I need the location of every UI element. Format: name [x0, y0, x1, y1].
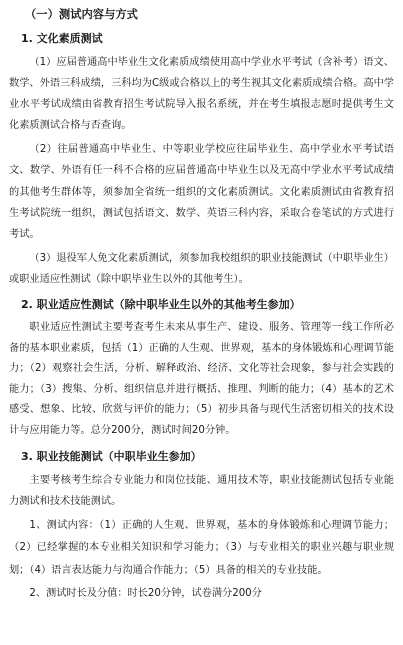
heading-culture-test: 1. 文化素质测试	[21, 32, 103, 45]
paragraph-skills-intro: 主要考核考生综合专业能力和岗位技能、通用技术等，职业技能测试包括专业能力测试和技术技能测试。	[9, 474, 394, 507]
paragraph-culture-1: （1）应届普通高中毕业生文化素质成绩使用高中学业水平考试（含补考）语文、数学、外语三科成绩，三科均为C级或合格以上的考生视其文化素质成绩合格。高中学业水平考试成绩由省教育招生考试院导入报名系统，并在考生填报志愿时提供考生文化素质测试合格与否查询。	[9, 57, 394, 132]
list-item-test-duration: 2、测试时长及分值：时长20分钟，试卷满分200分	[29, 587, 262, 599]
paragraph-culture-3: （3）退役军人免文化素质测试，须参加我校组织的职业技能测试（中职毕业生）或职业适应性测试（除中职毕业生以外的其他考生）。	[9, 252, 394, 285]
heading-skills-test: 3. 职业技能测试（中职毕业生参加）	[21, 449, 202, 463]
paragraph-aptitude: 职业适应性测试主要考查考生未来从事生产、建设、服务、管理等一线工作所必备的基本职业素质，包括（1）正确的人生观、世界观，基本的身体锻炼和心理调节能力；（2）观察社会生活，分析、解释政治、经济、文化等社会现象，参与社会实践的能力；（3）搜集、分析、组织信息并进行概括、推理、判断的能力；（4）基本的艺术感受、想象、比较、欣赏与评价的能力；（5）初步具备与现代生活密切相关的技术设计与应用能力等。总分200分，测试时间20分钟。	[9, 322, 394, 436]
heading-aptitude-test: 2. 职业适应性测试（除中职毕业生以外的其他考生参加）	[21, 298, 301, 312]
list-item-test-content: 1、测试内容：（1）正确的人生观、世界观，基本的身体锻炼和心理调节能力；（2）已经掌握的本专业相关知识和学习能力；（3）与专业相关的职业兴趣与职业规划；（4）语言表达能力与沟通合作能力；（5）具备的相关的专业技能。	[9, 519, 394, 576]
section-title: （一）测试内容与方式	[25, 8, 138, 21]
paragraph-culture-2: （2）往届普通高中毕业生、中等职业学校应往届毕业生、高中学业水平考试语文、数学、外语有任一科不合格的应届普通高中毕业生以及无高中学业水平考试成绩的其他考生群体等，须参加全省统一组织的文化素质测试。文化素质测试由省教育招生考试院统一组织，测试包括语文、数学、英语三科内容，采取合卷笔试的方式进行考试。	[9, 144, 394, 240]
